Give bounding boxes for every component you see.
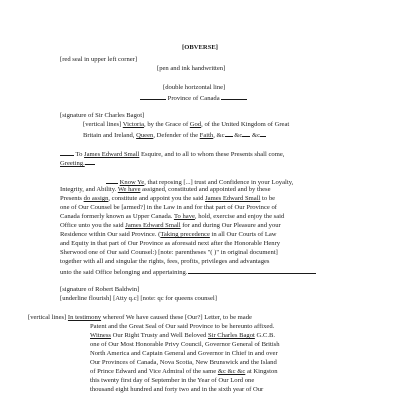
- text-fragment: Our Right Trusty and Well Beloved: [110, 332, 208, 339]
- text-fragment: Britain and Ireland,: [83, 132, 137, 139]
- text-fragment: Residence within Our said Province. (: [60, 231, 161, 238]
- text-fragment: , by the Grace of: [144, 121, 190, 128]
- text-fragment: for and during Our Pleasure and your: [180, 222, 281, 229]
- text-fragment: Esquire, and to all to whom these Presents shall come,: [139, 151, 285, 158]
- recipient-name: James Edward Small: [84, 151, 140, 158]
- red-seal-note: [red seal in upper left corner]: [60, 56, 138, 63]
- text-fragment: , of the United Kingdom of Great: [201, 121, 290, 128]
- text-fragment: to be: [260, 195, 276, 202]
- obverse-heading: [OBVERSE]: [182, 44, 218, 51]
- body-line-11: [60, 267, 316, 278]
- text-fragment: unto the said Office belonging and appertaining.: [60, 269, 188, 276]
- sir-charles-text: Sir Charles Bagot: [207, 332, 255, 339]
- province-title: Province of Canada: [167, 95, 220, 102]
- royal-style-line-2: [83, 130, 266, 141]
- flourish-note: [underline flourish] [Atty q.c] [note: qc for queens counsel]: [60, 295, 217, 302]
- testimony-line-3: [90, 332, 275, 341]
- blank-line: [225, 130, 233, 137]
- vertical-lines-note: [vertical lines]: [28, 314, 68, 321]
- testimony-line-9: thousand eight hundred and forty two and in the sixth year of Our: [90, 386, 264, 393]
- blank-line: [140, 93, 166, 100]
- text-fragment: &c: [250, 132, 261, 139]
- text-fragment: Integrity, and Ability.: [60, 186, 118, 193]
- testimony-line-6: Our Provinces of Canada, Nova Scotia, New Brunswick and the Island: [90, 359, 277, 366]
- body-line-3: [60, 195, 275, 204]
- text-fragment: &c: [232, 132, 243, 139]
- greeting-line: [60, 158, 95, 169]
- text-fragment: , that reposing [...] trust and Confidence in your Loyalty,: [144, 179, 294, 186]
- double-line-note: [double horizontal line]: [163, 84, 226, 91]
- text-fragment: G.C.B.: [254, 332, 276, 339]
- baldwin-signature-note: [signature of Robert Baldwin]: [60, 286, 140, 293]
- taking-precedence-text: Taking precedence: [160, 231, 210, 238]
- faith-text: Faith: [199, 132, 214, 139]
- testimony-line-5: North America and Captain General and Governor in Chief in and over: [90, 350, 278, 357]
- text-fragment: assigned, constituted and appointed and by these: [140, 186, 271, 193]
- testimony-line-7: [90, 368, 278, 377]
- to-have-text: To have: [173, 213, 195, 220]
- blank-line: [260, 130, 266, 137]
- testimony-line-1: [28, 314, 252, 323]
- ampersand-cs-text: &c &c &c: [217, 368, 246, 375]
- body-line-2: [60, 186, 271, 195]
- blank-line: [221, 93, 247, 100]
- body-line-9: Sherwood one of Our said Counsel:) [note: parentheses "( )" in original document]: [60, 249, 278, 256]
- blank-line: [106, 177, 118, 184]
- we-have-text: We have: [117, 186, 141, 193]
- testimony-text: In testimony: [67, 314, 102, 321]
- recipient-name: James Edward Small: [125, 222, 181, 229]
- vertical-lines-note: [vertical lines]: [83, 121, 122, 128]
- know-ye-text: Know Ye: [119, 179, 145, 186]
- text-fragment: , &c: [213, 132, 225, 139]
- text-fragment: in all Our Courts of Law: [209, 231, 277, 238]
- blank-line: [60, 149, 74, 156]
- body-line-8: and Equity in that part of Our Province as aforesaid next after the Honorable Henry: [60, 240, 281, 247]
- blank-line: [188, 267, 316, 274]
- testimony-line-2: Patent and the Great Seal of Our said Province to be hereunto affixed.: [90, 323, 275, 330]
- body-line-10: together with all and singular the rights, fees, profits, privileges and advantages: [60, 258, 270, 265]
- text-fragment: , constitute and appoint you the said: [108, 195, 206, 202]
- text-fragment: at Kingston: [245, 368, 278, 375]
- do-assign-text: do assign: [83, 195, 109, 202]
- god-text: God: [189, 121, 202, 128]
- text-fragment: whereof We have caused these [Our?] Letter, to be made: [101, 314, 252, 321]
- pen-ink-note: [pen and ink handwritten]: [157, 65, 226, 72]
- royal-style-line-1: [83, 121, 289, 130]
- bagot-signature-note: [signature of Sir Charles Bagot]: [60, 112, 145, 119]
- text-fragment: , hold, exercise and enjoy the said: [194, 213, 285, 220]
- victoria-text: Victoria: [122, 121, 145, 128]
- recipient-name: James Edward Small: [205, 195, 261, 202]
- body-line-5: [60, 213, 284, 222]
- queen-text: Queen: [136, 132, 154, 139]
- greeting-text: Greeting.: [60, 160, 85, 167]
- text-fragment: Canada formerly known as Upper Canada.: [60, 213, 174, 220]
- witness-text: Witness: [90, 332, 111, 339]
- body-line-6: [60, 222, 281, 231]
- text-fragment: Presents: [60, 195, 84, 202]
- body-line-4: one of Our Counsel be [armed?] in the Law in and for that part of Our Province of: [60, 204, 277, 211]
- text-fragment: of Prince Edward and Vice Admiral of the same: [90, 368, 218, 375]
- text-fragment: , Defender of the: [153, 132, 200, 139]
- testimony-line-8: this twenty first day of September in the Year of Our Lord one: [90, 377, 255, 384]
- province-line: [140, 93, 247, 104]
- text-fragment: To: [75, 151, 85, 158]
- blank-line: [85, 158, 95, 165]
- text-fragment: Office unto you the said: [60, 222, 126, 229]
- testimony-line-4: one of Our Most Honorable Privy Council, Governor General of British: [90, 341, 280, 348]
- body-line-7: [60, 231, 277, 240]
